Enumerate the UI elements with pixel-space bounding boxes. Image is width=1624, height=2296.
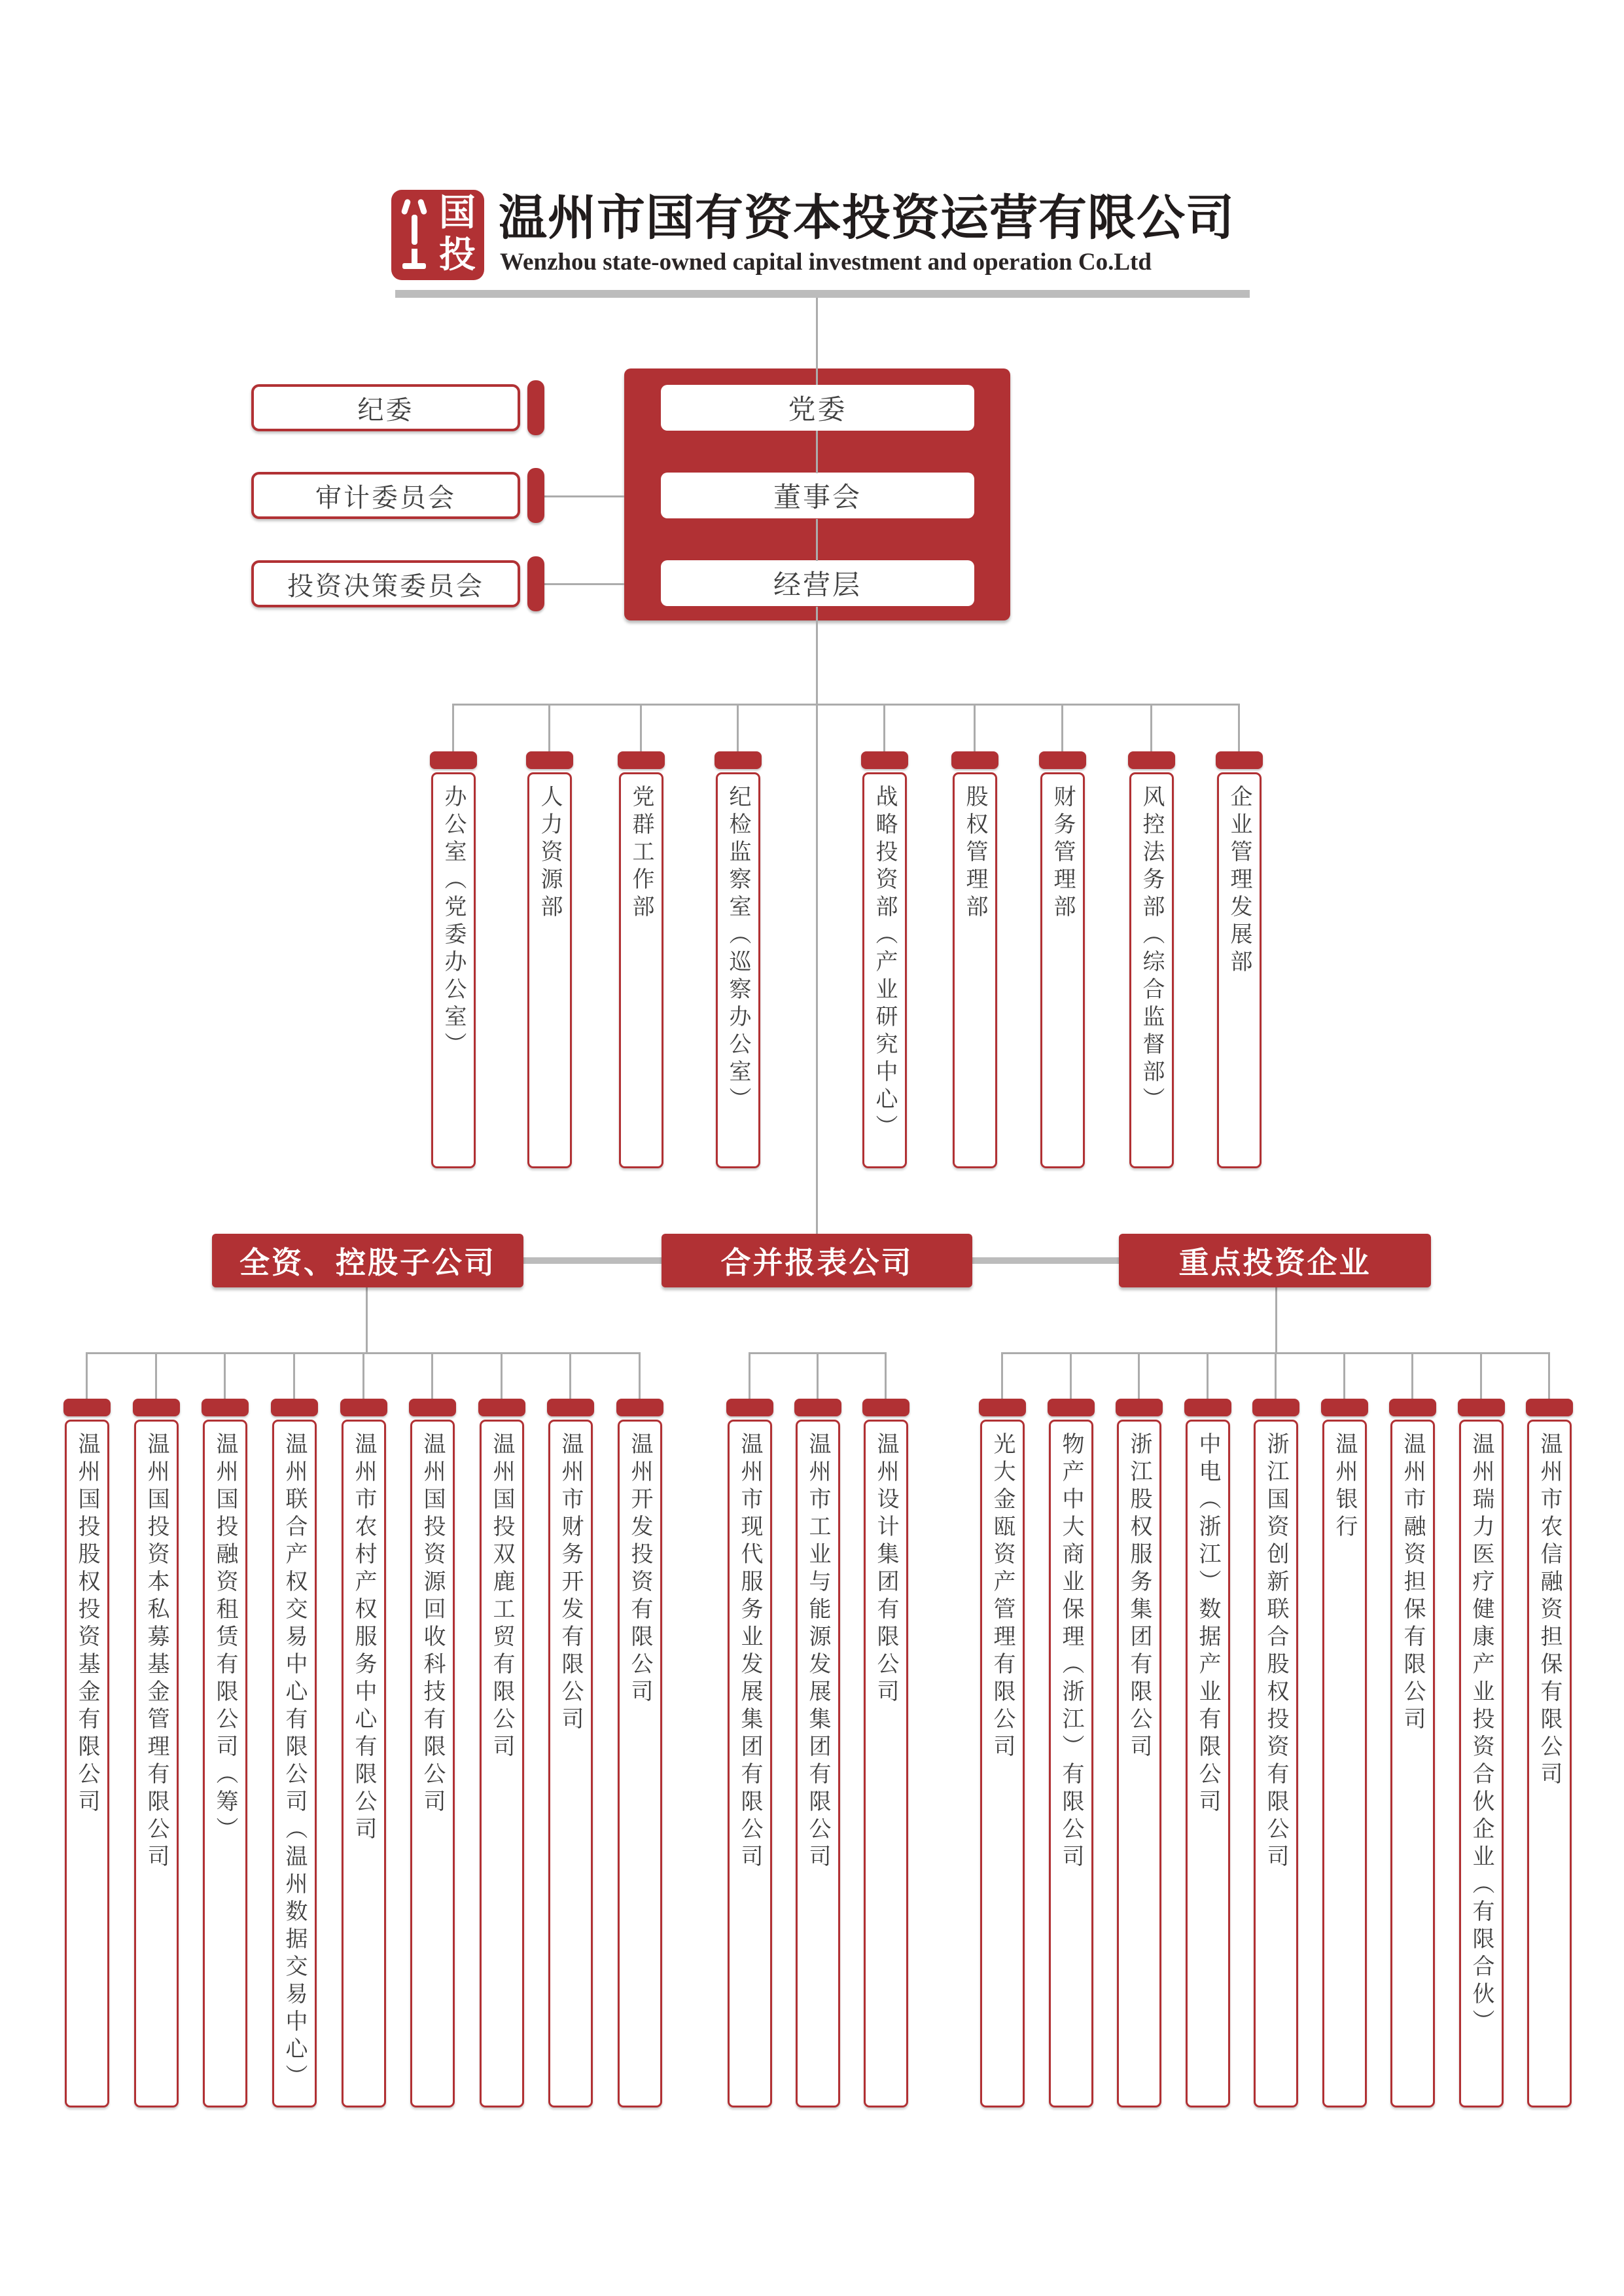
company-cap: [1458, 1399, 1505, 1416]
committee-capsule: [527, 468, 544, 523]
core-box-board: 董事会: [661, 473, 974, 518]
connector-line: [86, 1352, 88, 1399]
connector-line: [1061, 704, 1063, 751]
company-label: 温州国投融资租赁有限公司（筹）: [213, 1432, 238, 1844]
group-header-consolidated: 合并报表公司: [662, 1234, 972, 1287]
logo-characters: [436, 192, 479, 276]
company-label: 温州市财务开发有限公司: [558, 1432, 583, 1734]
logo-ornament-stroke: [417, 198, 428, 215]
company-label: 温州瑞力医疗健康产业投资合伙企业（有限合伙）: [1469, 1432, 1494, 2037]
department-label: 风控法务部（综合监督部）: [1139, 785, 1164, 1115]
department-box: [716, 772, 760, 1168]
company-label: 温州国投资本私募基金管理有限公司: [144, 1432, 169, 1872]
connector-line: [1548, 1352, 1550, 1399]
department-cap: [861, 751, 908, 769]
connector-line: [1275, 1287, 1277, 1352]
department-box: [619, 772, 663, 1168]
connector-line: [544, 583, 624, 585]
department-cap: [715, 751, 762, 769]
committee-capsule: [527, 556, 544, 611]
connector-line: [640, 704, 642, 751]
connector-line: [1480, 1352, 1482, 1399]
connector-line: [1001, 1352, 1003, 1399]
committee-box-investment-decision: 投资决策委员会: [251, 560, 520, 607]
department-cap: [526, 751, 573, 769]
company-box: [342, 1420, 386, 2108]
company-cap: [726, 1399, 773, 1416]
company-cap: [1116, 1399, 1163, 1416]
department-box: [527, 772, 572, 1168]
department-box: [1217, 772, 1262, 1168]
connector-line: [362, 1352, 364, 1399]
connector-line: [569, 1352, 571, 1399]
connector-line: [816, 431, 818, 473]
company-cap: [616, 1399, 663, 1416]
connector-line: [737, 704, 739, 751]
connector-line: [548, 704, 550, 751]
connector-line: [1138, 1352, 1140, 1399]
core-box-management: 经营层: [661, 560, 974, 606]
company-label: 温州市农信融资担保有限公司: [1537, 1432, 1562, 1789]
company-label: 温州国投双鹿工贸有限公司: [489, 1432, 514, 1762]
logo-ornament-stroke: [412, 215, 417, 245]
company-cap: [1252, 1399, 1299, 1416]
governance-block: [624, 368, 1010, 620]
department-box: [953, 772, 997, 1168]
department-box: [1040, 772, 1085, 1168]
company-box: [1049, 1420, 1093, 2108]
department-label: 股权管理部: [962, 785, 987, 922]
connector-line: [1207, 1352, 1209, 1399]
connector-line: [431, 1352, 433, 1399]
connector-line: [293, 1352, 295, 1399]
company-title-cn: 温州市国有资本投资运营有限公司: [499, 192, 1235, 245]
company-cap: [794, 1399, 841, 1416]
connector-line: [1150, 704, 1152, 751]
company-box: [1527, 1420, 1572, 2108]
company-cap: [202, 1399, 249, 1416]
company-cap: [1389, 1399, 1436, 1416]
connector-line: [816, 298, 818, 385]
company-box: [1186, 1420, 1230, 2108]
connector-line: [523, 1257, 662, 1264]
company-box: [410, 1420, 455, 2108]
connector-line: [816, 607, 818, 1234]
company-label: 温州国投资源回收科技有限公司: [420, 1432, 445, 1817]
connector-line: [366, 1287, 368, 1352]
logo-char: 投: [439, 235, 476, 276]
connector-line: [501, 1352, 503, 1399]
department-box: [1129, 772, 1174, 1168]
department-label: 战略投资部（产业研究中心）: [872, 785, 897, 1142]
department-label: 企业管理发展部: [1227, 785, 1252, 977]
company-cap: [1526, 1399, 1573, 1416]
company-box: [1254, 1420, 1298, 2108]
company-cap: [340, 1399, 387, 1416]
company-label: 温州开发投资有限公司: [627, 1432, 652, 1707]
connector-line: [1070, 1352, 1072, 1399]
department-label: 纪检监察室（巡察办公室）: [726, 785, 750, 1115]
department-cap: [618, 751, 665, 769]
company-box: [203, 1420, 247, 2108]
company-label: 光大金瓯资产管理有限公司: [990, 1432, 1015, 1762]
department-label: 办公室（党委办公室）: [441, 785, 466, 1060]
connector-line: [817, 1352, 819, 1399]
company-label: 中电（浙江）数据产业有限公司: [1195, 1432, 1220, 1817]
company-box: [1117, 1420, 1161, 2108]
company-cap: [979, 1399, 1026, 1416]
connector-line: [224, 1352, 226, 1399]
company-box: [1459, 1420, 1504, 2108]
company-box: [65, 1420, 109, 2108]
company-cap: [1321, 1399, 1368, 1416]
department-box: [431, 772, 476, 1168]
company-box: [480, 1420, 524, 2108]
department-label: 财务管理部: [1050, 785, 1075, 922]
company-cap: [862, 1399, 909, 1416]
logo-ornament-stroke: [402, 263, 426, 269]
company-box: [796, 1420, 840, 2108]
department-cap: [1216, 751, 1263, 769]
connector-line: [1238, 704, 1240, 751]
company-cap: [271, 1399, 318, 1416]
company-label: 温州市现代服务业发展集团有限公司: [737, 1432, 762, 1872]
connector-line: [1275, 1352, 1277, 1399]
company-label: 温州市融资担保有限公司: [1400, 1432, 1425, 1734]
company-cap: [133, 1399, 180, 1416]
company-box: [618, 1420, 662, 2108]
company-box: [728, 1420, 772, 2108]
company-title-en: Wenzhou state-owned capital investment and operation Co.Ltd: [500, 249, 1152, 276]
connector-line: [1411, 1352, 1413, 1399]
company-box: [548, 1420, 593, 2108]
company-label: 浙江股权服务集团有限公司: [1127, 1432, 1152, 1762]
department-label: 人力资源部: [537, 785, 562, 922]
company-label: 温州设计集团有限公司: [874, 1432, 898, 1707]
department-box: [862, 772, 907, 1168]
company-label: 温州国投股权投资基金有限公司: [75, 1432, 99, 1817]
company-cap: [63, 1399, 111, 1416]
group-header-subsidiaries: 全资、控股子公司: [212, 1234, 523, 1287]
connector-line: [453, 704, 1239, 706]
connector-line: [883, 704, 885, 751]
group-header-key-investments: 重点投资企业: [1119, 1234, 1431, 1287]
company-cap: [1184, 1399, 1231, 1416]
company-label: 浙江国资创新联合股权投资有限公司: [1263, 1432, 1288, 1872]
connector-line: [1343, 1352, 1345, 1399]
core-box-party-committee: 党委: [661, 385, 974, 431]
company-label: 温州市农村产权服务中心有限公司: [351, 1432, 376, 1844]
company-cap: [478, 1399, 525, 1416]
company-label: 物产中大商业保理（浙江）有限公司: [1059, 1432, 1084, 1872]
connector-line: [749, 1352, 750, 1399]
connector-line: [452, 704, 454, 751]
department-cap: [951, 751, 998, 769]
connector-line: [974, 704, 976, 751]
company-box: [134, 1420, 179, 2108]
company-box: [980, 1420, 1025, 2108]
connector-line: [972, 1257, 1119, 1264]
company-box: [272, 1420, 317, 2108]
department-cap: [1128, 751, 1175, 769]
department-label: 党群工作部: [629, 785, 654, 922]
logo-char: 国: [439, 193, 476, 234]
company-box: [1390, 1420, 1435, 2108]
connector-line: [639, 1352, 641, 1399]
logo-ornament-stroke: [401, 198, 412, 215]
company-box: [864, 1420, 908, 2108]
logo-ornament: [402, 198, 427, 272]
company-box: [1322, 1420, 1367, 2108]
committee-box-audit: 审计委员会: [251, 472, 520, 519]
connector-line: [885, 1352, 887, 1399]
company-label: 温州市工业与能源发展集团有限公司: [805, 1432, 830, 1872]
department-cap: [1039, 751, 1086, 769]
connector-line: [544, 495, 624, 497]
company-cap: [547, 1399, 594, 1416]
company-cap: [409, 1399, 456, 1416]
company-seal-logo: [391, 190, 484, 280]
title-underline-bar: [395, 290, 1250, 298]
company-label: 温州联合产权交易中心有限公司（温州数据交易中心）: [282, 1432, 307, 2092]
committee-capsule: [527, 380, 544, 435]
department-cap: [430, 751, 477, 769]
committee-box-discipline: 纪委: [251, 384, 520, 431]
company-cap: [1048, 1399, 1095, 1416]
connector-line: [155, 1352, 157, 1399]
connector-line: [816, 519, 818, 561]
company-label: 温州银行: [1332, 1432, 1357, 1542]
